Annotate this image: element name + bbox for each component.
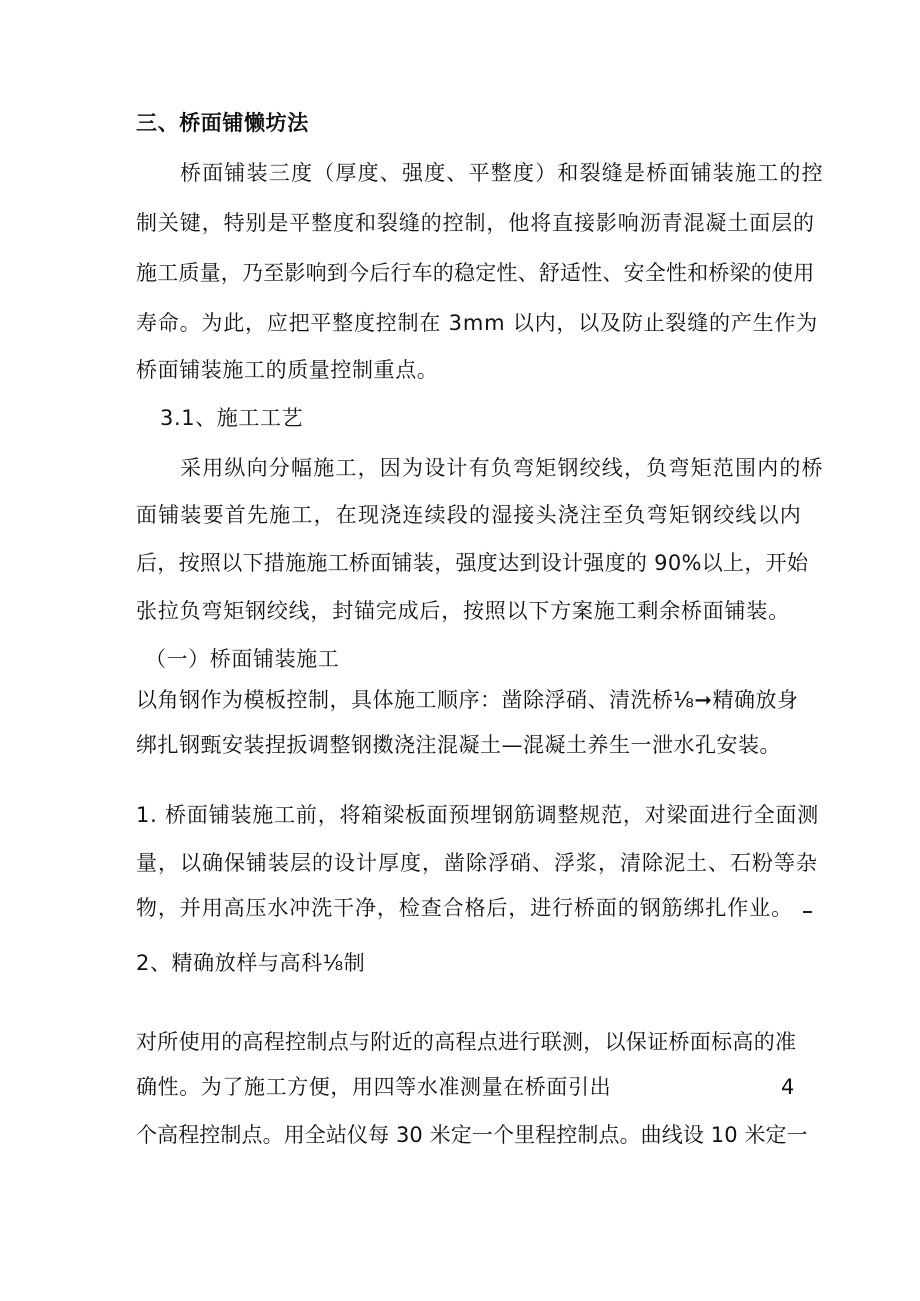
paragraph-line: 面铺装要首先施工，在现浇连续段的湿接头浇注至负弯矩钢绞线以内	[136, 503, 802, 527]
paragraph-line: 寿命。为此，应把平整度控制在 3mm 以内，以及防止裂缝的产生作为	[136, 311, 819, 335]
paragraph-line: 桥面铺装施工的质量控制重点。	[136, 358, 439, 382]
paragraph-line: 个高程控制点。用全站仪每 30 米定一个里程控制点。曲线设 10 米定一	[136, 1123, 808, 1147]
step-two-title: 2、精确放样与高科⅛制	[136, 951, 366, 975]
paragraph-line: 施工质量，乃至影响到今后行车的稳定性、舒适性、安全性和桥梁的使用	[136, 261, 815, 285]
paragraph-line: 量，以确保铺装层的设计厚度，凿除浮硝、浮浆，清除泥土、石粉等杂	[136, 851, 818, 875]
paragraph-line: 采用纵向分幅施工，因为设计有负弯矩钢绞线，负弯矩范围内的桥	[180, 456, 824, 480]
subsection-title: 3.1、施工工艺	[160, 406, 304, 430]
paragraph-line: 张拉负弯矩钢绞线，封锚完成后，按照以下方案施工剩余桥面铺装。	[136, 599, 790, 623]
paragraph-line: 对所使用的高程控制点与附近的高程点进行联测，以保证桥面标高的准	[136, 1030, 797, 1054]
control-point-count: 4	[781, 1075, 795, 1099]
paragraph-line: 确性。为了施工方便，用四等水准测量在桥面引出	[136, 1075, 612, 1099]
paragraph-line: 1. 桥面铺装施工前，将箱梁板面预埋钢筋调整规范，对梁面进行全面测	[136, 803, 820, 827]
paragraph-line: 制关键，特别是平整度和裂缝的控制，他将直接影响沥青混凝土面层的	[136, 211, 815, 235]
paragraph-line: 桥面铺装三度（厚度、强度、平整度）和裂缝是桥面铺装施工的控	[180, 161, 824, 185]
section-heading: 三、桥面铺懒坊法	[136, 111, 309, 135]
paragraph-line: 以角钢作为模板控制，具体施工顺序：凿除浮硝、清洗桥⅛➞精确放身	[136, 688, 799, 712]
paragraph-line: 绑扎钢甄安装捏扳调整钢擞浇注混凝土—混凝土养生一泄水孔安装。	[136, 733, 781, 757]
paragraph-line: 后，按照以下措施施工桥面铺装，强度达到设计强度的 90%以上，开始	[136, 551, 809, 575]
part-one-title: （一）桥面铺装施工	[145, 647, 340, 671]
paragraph-line: 物，并用高压水冲洗干净，检查合格后，进行桥面的钢筋绑扎作业。	[136, 896, 793, 920]
underline-mark	[803, 911, 812, 913]
